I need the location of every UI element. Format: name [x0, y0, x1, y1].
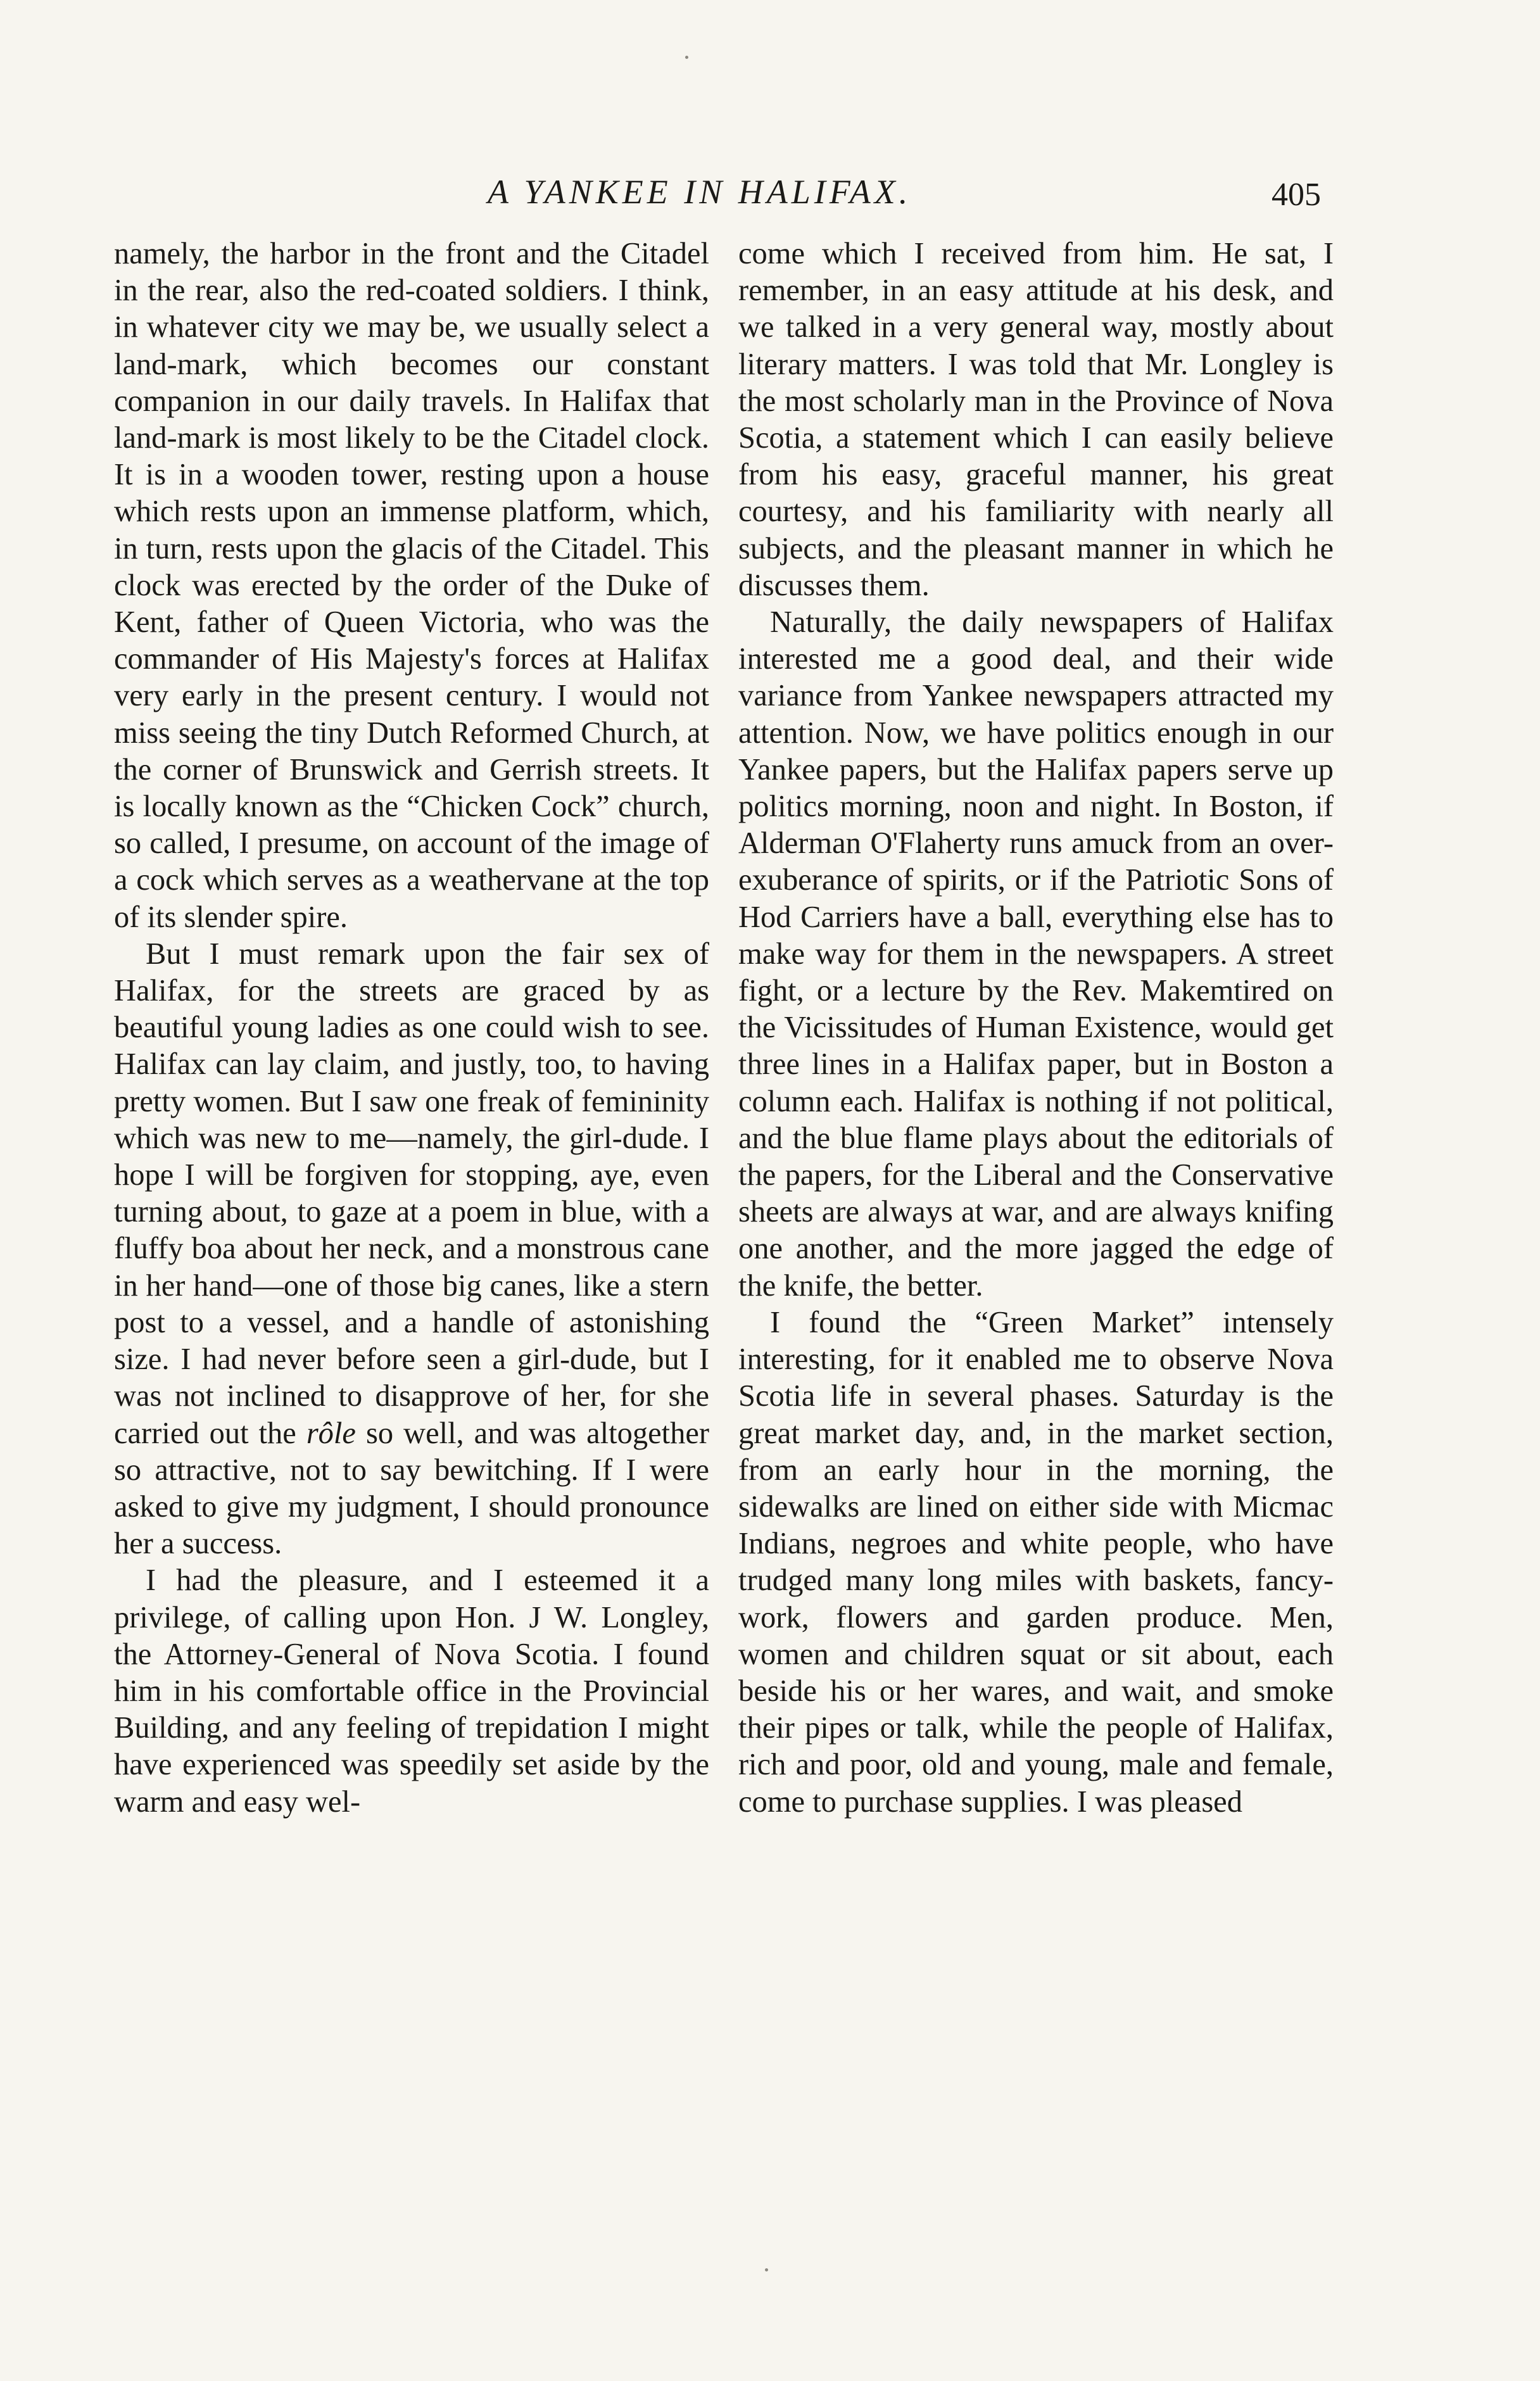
paper-speck [765, 2268, 768, 2271]
page-number: 405 [1272, 177, 1321, 213]
running-head [0, 172, 1540, 223]
paragraph-text: so well, and was altogether so attractive, not to say bewitching. If I were asked to give my judgment, I should pronounce her a success. [114, 1416, 710, 1561]
paper-speck [685, 56, 688, 59]
italic-word: rôle [306, 1416, 356, 1450]
running-title: A YANKEE IN HALIFAX. [488, 173, 912, 211]
right-column [738, 236, 1334, 1821]
paragraph: namely, the harbor in the front and the Citadel in the rear, also the red-coated soldiers. I think, in whatever city we may be, we usually select a land-mark, which becomes our constant companion in our daily travels. In Halifax that land-mark is most likely to be the Citadel clock. It is in a wooden tower, resting upon a house which rests upon an immense platform, which, in turn, rests upon the glacis of the Citadel. This clock was erected by the order of the Duke of Kent, father of Queen Victoria, who was the commander of His Majesty's forces at Halifax very early in the present century. I would not miss seeing the tiny Dutch Reformed Church, at the corner of Brunswick and Gerrish streets. It is locally known as the “Chicken Cock” church, so called, I presume, on account of the image of a cock which serves as a weathervane at the top of its slender spire. [114, 237, 709, 934]
paragraph: I found the “Green Market” intensely interesting, for it enabled me to observe Nova Scotia life in several phases. Saturday is the great market day, and, in the market section, from an early hour in the morning, the sidewalks are lined on either side with Micmac Indians, negroes and white people, who have trudged many long miles with baskets, fancy-work, flowers and garden produce. Men, women and children squat or sit about, each beside his or her wares, and wait, and smoke their pipes or talk, while the people of Halifax, rich and poor, old and young, male and female, come to purchase supplies. I was pleased [738, 1305, 1334, 1819]
paragraph-text: But I must remark upon the fair sex of Halifax, for the streets are graced by as beautiful young ladies as one could wish to see. Halifax can lay claim, and justly, too, to having pretty women. But I saw one freak of femininity which was new to me—namely, the girl-dude. I hope I will be forgiven for stopping, aye, even turning about, to gaze at a poem in blue, with a fluffy boa about her neck, and a monstrous cane in her hand—one of those big canes, like a stern post to a vessel, and a handle of astonishing size. I had never before seen a girl-dude, but I was not inclined to disapprove of her, for she carried out the [114, 937, 709, 1450]
left-column [114, 236, 709, 1821]
paragraph: come which I received from him. He sat, I remember, in an easy attitude at his desk, and we talked in a very general way, mostly about literary matters. I was told that Mr. Longley is the most scholarly man in the Province of Nova Scotia, a statement which I can easily believe from his easy, graceful manner, his great courtesy, and his familiarity with nearly all subjects, and the pleasant manner in which he discusses them. [738, 237, 1334, 602]
paragraph: I had the pleasure, and I esteemed it a privilege, of calling upon Hon. J W. Longley, the Attorney-General of Nova Scotia. I found him in his comfortable office in the Provincial Building, and any feeling of trepidation I might have experienced was speedily set aside by the warm and easy wel- [114, 1563, 709, 1819]
paragraph [114, 936, 709, 1562]
paragraph: Naturally, the daily newspapers of Halifax interested me a good deal, and their wide variance from Yankee newspapers attracted my attention. Now, we have politics enough in our Yankee papers, but the Halifax papers serve up politics morning, noon and night. In Boston, if Alderman O'Flaherty runs amuck from an over-exuberance of spirits, or if the Patriotic Sons of Hod Carriers have a ball, everything else has to make way for them in the newspapers. A street fight, or a lecture by the Rev. Makemtired on the Vicissitudes of Human Existence, would get three lines in a Halifax paper, but in Boston a column each. Halifax is nothing if not political, and the blue flame plays about the editorials of the papers, for the Liberal and the Conservative sheets are always at war, and are always knifing one another, and the more jagged the edge of the knife, the better. [738, 605, 1334, 1303]
